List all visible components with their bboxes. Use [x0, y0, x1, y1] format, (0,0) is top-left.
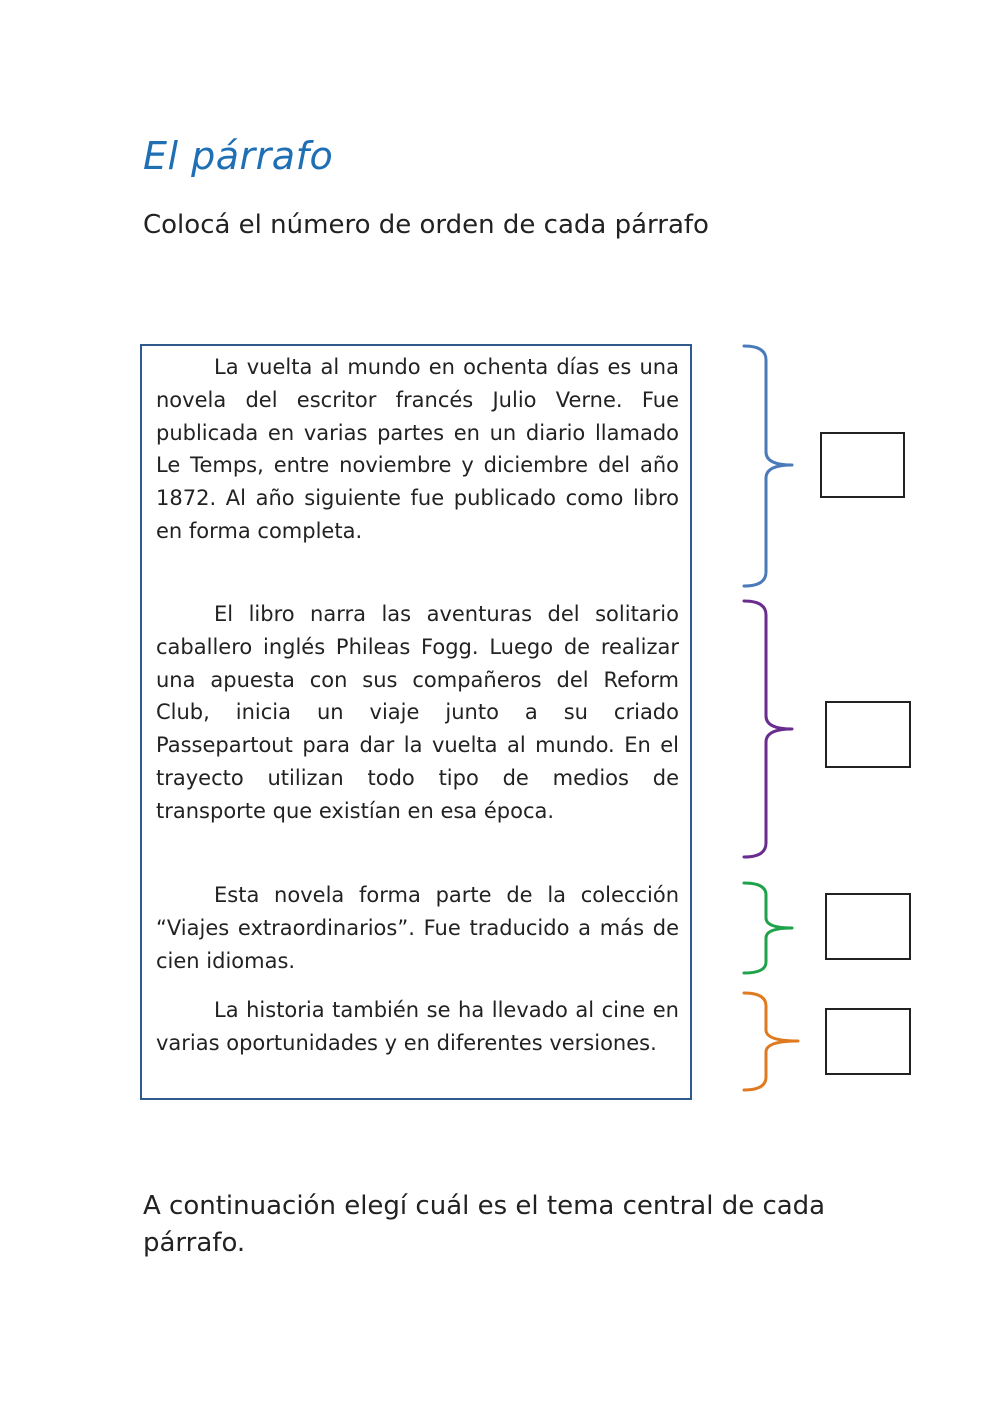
bottom-instruction-text: A continuación elegí cuál es el tema central de cada párrafo.: [143, 1191, 826, 1258]
instruction-text: Colocá el número de orden de cada párrafo: [143, 210, 709, 240]
brace-4-icon: [744, 993, 798, 1090]
order-input-4[interactable]: [825, 1008, 911, 1075]
order-input-1[interactable]: [820, 432, 905, 498]
paragraphs-box: [140, 344, 692, 1100]
brace-1-icon: [744, 346, 792, 586]
brace-3-icon: [744, 883, 792, 973]
order-input-3[interactable]: [825, 893, 911, 960]
brace-2-icon: [744, 601, 792, 857]
paragraph-1: La vuelta al mundo en ochenta días es una novela del escritor francés Julio Verne. Fue publicada en varias partes en un diario llamado Le Temps, entre noviembre y diciembre del año 1872. Al año siguiente fue publicado como libro en forma completa.: [156, 355, 679, 543]
page-title: El párrafo: [143, 134, 334, 178]
paragraph-4: La historia también se ha llevado al cine en varias oportunidades y en diferentes versiones.: [156, 998, 679, 1055]
paragraph-3: Esta novela forma parte de la colección “Viajes extraordinarios”. Fue traducido a más de cien idiomas.: [156, 883, 679, 973]
paragraph-2: El libro narra las aventuras del solitario caballero inglés Phileas Fogg. Luego de realizar una apuesta con sus compañeros del Reform Club, inicia un viaje junto a su criado Passepartout para dar la vuelta al mundo. En el trayecto utilizan todo tipo de medios de transporte que existían en esa época.: [156, 602, 679, 823]
order-input-2[interactable]: [825, 701, 911, 768]
